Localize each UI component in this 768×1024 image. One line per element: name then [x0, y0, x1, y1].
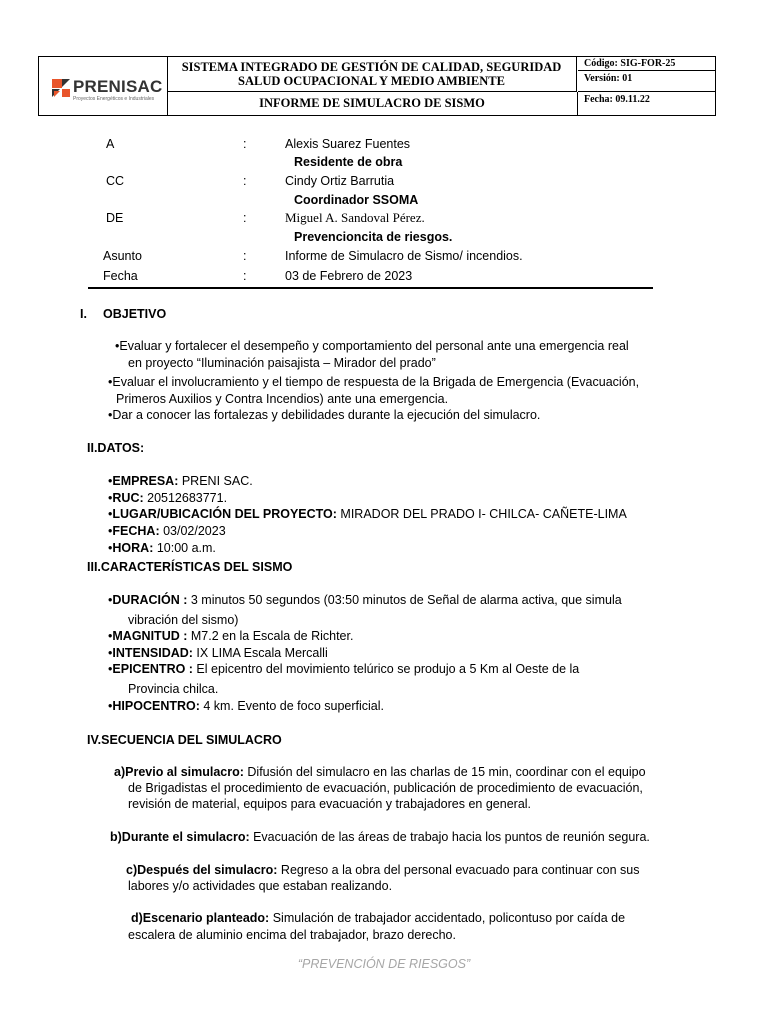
epicentro-value-cont: Provincia chilca.	[128, 682, 219, 696]
secuencia-b-text: Evacuación de las áreas de trabajo hacia los puntos de reunión segura.	[249, 830, 650, 844]
logo-cell	[39, 57, 168, 115]
bullet-icon: •	[108, 375, 113, 389]
hipocentro-value: 4 km. Evento de foco superficial.	[199, 699, 385, 713]
bullet-icon: •	[115, 339, 120, 353]
memo-de-name: Miguel A. Sandoval Pérez.	[285, 210, 425, 225]
memo-colon: :	[243, 249, 247, 263]
memo-a-label: A	[106, 137, 115, 151]
secuencia-d	[131, 911, 625, 925]
memo-a-role: Residente de obra	[294, 155, 403, 169]
list-item	[108, 507, 627, 521]
list-item	[108, 541, 216, 555]
memo-cc-name: Cindy Ortiz Barrutia	[285, 174, 395, 188]
memo-colon: :	[243, 269, 247, 283]
document-header-table	[38, 56, 716, 116]
memo-asunto-value: Informe de Simulacro de Sismo/ incendios.	[285, 249, 523, 263]
epicentro-label: EPICENTRO :	[112, 662, 193, 676]
objetivo-item-2-cont: Primeros Auxilios y Contra Incendios) ante una emergencia.	[116, 392, 449, 406]
magnitud-value: M7.2 en la Escala de Richter.	[187, 629, 354, 643]
bullet-icon: •	[108, 629, 113, 643]
secuencia-c	[126, 863, 640, 877]
secuencia-a-text: Difusión del simulacro en las charlas de 15 min, coordinar con el equipo	[243, 765, 646, 779]
list-item	[108, 375, 639, 389]
list-item	[108, 593, 622, 607]
lugar-value: MIRADOR DEL PRADO I- CHILCA- CAÑETE-LIMA	[336, 507, 627, 521]
bullet-icon: •	[108, 507, 113, 521]
bullet-icon: •	[108, 541, 113, 555]
list-item	[108, 491, 227, 505]
objetivo-item-3: Dar a conocer las fortalezas y debilidades durante la ejecución del simulacro.	[112, 408, 541, 422]
secuencia-d-text: Simulación de trabajador accidentado, policontuso por caída de	[269, 911, 626, 925]
fecha-value: 03/02/2023	[159, 524, 226, 538]
epicentro-value: El epicentro del movimiento telúrico se produjo a 5 Km al Oeste de la	[192, 662, 580, 676]
secuencia-b-label: b)Durante el simulacro:	[110, 830, 250, 844]
memo-a-name: Alexis Suarez Fuentes	[285, 137, 411, 151]
objetivo-heading: OBJETIVO	[103, 307, 167, 321]
hipocentro-label: HIPOCENTRO:	[112, 699, 200, 713]
fecha-label: FECHA:	[112, 524, 160, 538]
footer-motto: “PREVENCIÓN DE RIESGOS”	[297, 957, 471, 971]
secuencia-a	[114, 765, 646, 779]
section-divider	[88, 287, 653, 289]
objetivo-number: I.	[80, 307, 87, 321]
lugar-label: LUGAR/UBICACIÓN DEL PROYECTO:	[112, 507, 337, 521]
secuencia-d-cont: escalera de aluminio encima del trabajador, brazo derecho.	[128, 928, 456, 942]
objetivo-item-1: Evaluar y fortalecer el desempeño y comportamiento del personal ante una emergencia real	[119, 339, 629, 353]
system-title-line1: SISTEMA INTEGRADO DE GESTIÓN DE CALIDAD, SEGURIDAD	[181, 60, 562, 74]
list-item	[108, 474, 253, 488]
memo-de-label: DE	[106, 211, 124, 225]
list-item	[108, 629, 353, 643]
secuencia-d-label: d)Escenario planteado:	[131, 911, 270, 925]
memo-colon: :	[243, 137, 247, 151]
memo-colon: :	[243, 174, 247, 188]
list-item	[108, 662, 579, 676]
empresa-label: EMPRESA:	[112, 474, 179, 488]
bullet-icon: •	[108, 524, 113, 538]
secuencia-b	[110, 830, 650, 844]
secuencia-c-cont: labores y/o actividades que estaban realizando.	[128, 879, 393, 893]
document-version: Versión: 01	[578, 71, 716, 92]
hora-value: 10:00 a.m.	[153, 541, 216, 555]
bullet-icon: •	[108, 474, 113, 488]
datos-heading: II.DATOS:	[87, 441, 145, 455]
logo-subtext: Proyectos Energéticos e Industriales	[73, 96, 155, 102]
intensidad-value: IX LIMA Escala Mercalli	[192, 646, 328, 660]
duracion-value-cont: vibración del sismo)	[128, 613, 239, 627]
memo-fecha-label: Fecha	[103, 269, 138, 283]
memo-cc-label: CC	[106, 174, 125, 188]
objetivo-item-1-cont: en proyecto “Iluminación paisajista – Mirador del prado”	[128, 356, 436, 370]
intensidad-label: INTENSIDAD:	[112, 646, 193, 660]
system-title-line2: SALUD OCUPACIONAL Y MEDIO AMBIENTE	[238, 74, 505, 88]
ruc-label: RUC:	[112, 491, 144, 505]
secuencia-c-label: c)Después del simulacro:	[126, 863, 278, 877]
secuencia-a-cont2: revisión de material, equipos para evacuación y trabajadores en general.	[128, 797, 532, 811]
list-item	[115, 339, 629, 353]
duracion-label: DURACIÓN :	[112, 593, 188, 607]
caracteristicas-heading: III.CARACTERÍSTICAS DEL SISMO	[87, 560, 293, 574]
bullet-icon: •	[108, 408, 113, 422]
bullet-icon: •	[108, 491, 113, 505]
memo-de-role: Prevencioncita de riesgos.	[294, 230, 453, 244]
duracion-value: 3 minutos 50 segundos (03:50 minutos de Señal de alarma activa, que simula	[187, 593, 622, 607]
memo-fecha-value: 03 de Febrero de 2023	[285, 269, 413, 283]
ruc-value: 20512683771.	[143, 491, 228, 505]
secuencia-c-text: Regreso a la obra del personal evacuado para continuar con sus	[277, 863, 640, 877]
list-item	[108, 646, 328, 660]
objetivo-item-2: Evaluar el involucramiento y el tiempo de respuesta de la Brigada de Emergencia (Evacuación,	[112, 375, 640, 389]
document-code: Código: SIG-FOR-25	[578, 57, 716, 71]
report-title: INFORME DE SIMULACRO DE SISMO	[167, 92, 578, 115]
secuencia-heading: IV.SECUENCIA DEL SIMULACRO	[87, 733, 282, 747]
empresa-value: PRENI SAC.	[178, 474, 253, 488]
bullet-icon: •	[108, 646, 113, 660]
secuencia-a-label: a)Previo al simulacro:	[114, 765, 244, 779]
system-title	[167, 57, 577, 92]
logo-text: PRENISAC	[73, 77, 163, 96]
list-item	[108, 408, 540, 422]
memo-colon: :	[243, 211, 247, 225]
hora-label: HORA:	[112, 541, 154, 555]
memo-cc-role: Coordinador SSOMA	[294, 193, 419, 207]
bullet-icon: •	[108, 593, 113, 607]
bullet-icon: •	[108, 662, 113, 676]
list-item	[108, 524, 226, 538]
secuencia-a-cont1: de Brigadistas el procedimiento de evacuación, publicación de procedimiento de evacuación,	[128, 781, 643, 795]
list-item	[108, 699, 384, 713]
document-date: Fecha: 09.11.22	[584, 94, 650, 105]
magnitud-label: MAGNITUD :	[112, 629, 188, 643]
memo-asunto-label: Asunto	[103, 249, 142, 263]
bullet-icon: •	[108, 699, 113, 713]
prenisac-logo-icon	[52, 79, 72, 99]
